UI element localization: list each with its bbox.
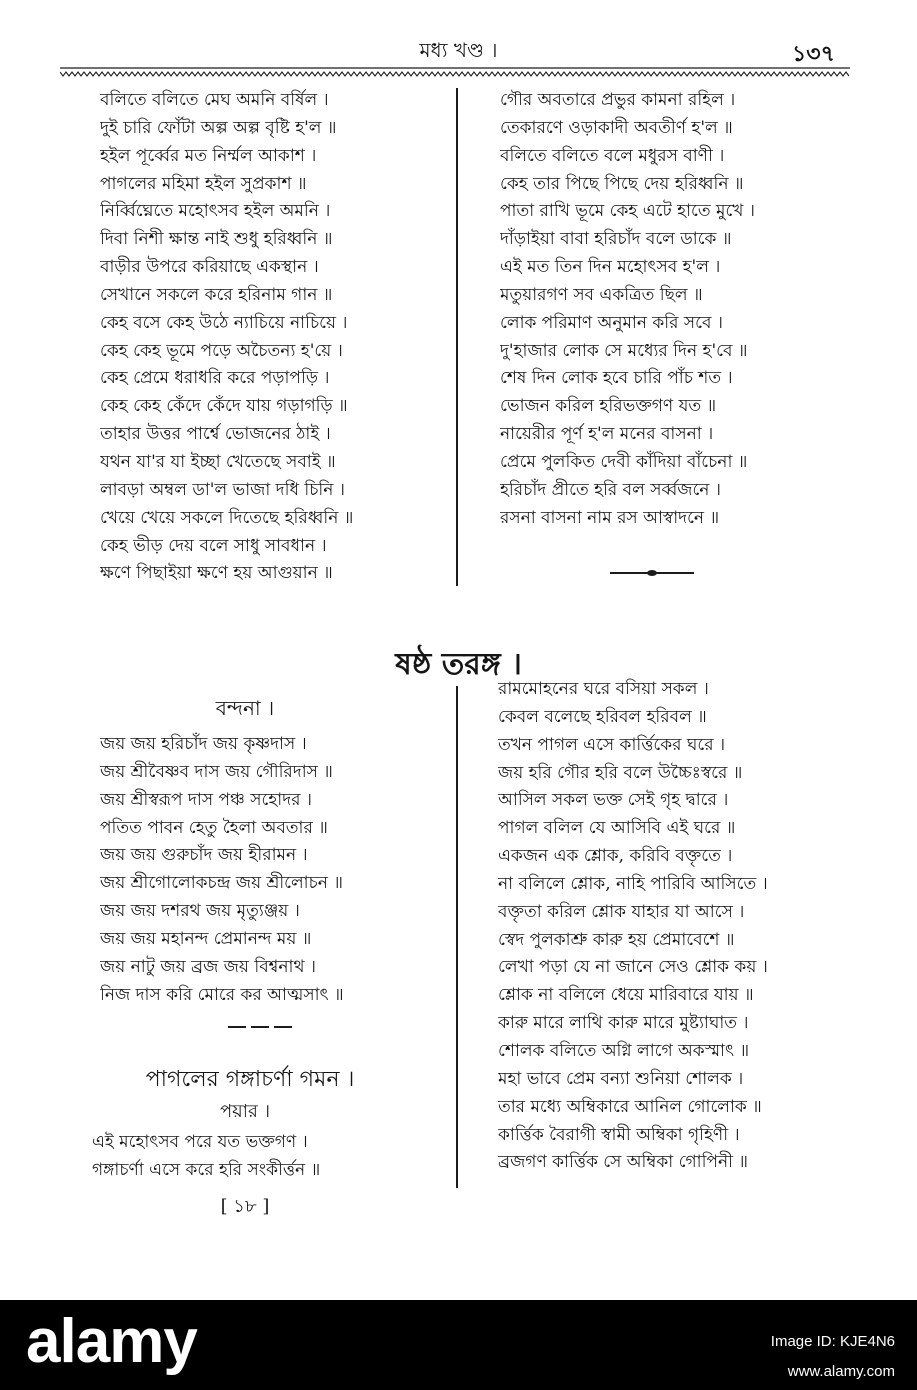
verse-line: তেকারণে ওড়াকাদী অবতীর্ণ হ'ল ॥ xyxy=(500,117,733,138)
verse-line: জয় শ্রীবৈষ্ণব দাস জয় গৌরিদাস ॥ xyxy=(100,761,333,782)
verse-line: কেহ কেহ ভূমে পড়ে অচৈতন্য হ'য়ে । xyxy=(100,340,343,361)
header-wavy-rule xyxy=(60,64,850,80)
verse-line: সেখানে সকলে করে হরিনাম গান ॥ xyxy=(100,284,333,305)
running-header: মধ্য খণ্ড । xyxy=(419,38,498,62)
verse-line: স্বেদ পুলকাশ্রু কারু হয় প্রেমাবেশে ॥ xyxy=(498,929,735,950)
verse-line: দু'হাজার লোক সে মধ্যের দিন হ'বে ॥ xyxy=(500,340,748,361)
verse-line: কেহ বসে কেহ উঠে ন্যাচিয়ে নাচিয়ে । xyxy=(100,312,348,333)
verse-line: প্রেমে পুলকিত দেবী কাঁদিয়া বাঁচেনা ॥ xyxy=(500,451,748,472)
signature-mark: [ ১৮ ] xyxy=(220,1196,270,1217)
separator-dashes xyxy=(228,1021,292,1033)
verse-line: দিবা নিশী ক্ষান্ত নাই শুধু হরিধ্বনি ॥ xyxy=(100,229,333,250)
verse-line: গৌর অবতারে প্রভুর কামনা রহিল । xyxy=(500,90,736,110)
invocation-heading: বন্দনা । xyxy=(215,696,275,720)
top-right-column xyxy=(500,87,870,533)
verse-line: জয় হরি গৌর হরি বলে উচ্চৈঃস্বরে ॥ xyxy=(498,762,743,783)
verse-line: শোলক বলিতে অগ্নি লাগে অকস্মাৎ ॥ xyxy=(498,1040,750,1061)
verse-line: বাড়ীর উপরে করিয়াছে একস্থান । xyxy=(100,257,319,278)
invocation-column xyxy=(100,731,450,1009)
chapter-title: ষষ্ঠ তরঙ্গ । xyxy=(395,647,522,682)
verse-line: ক্ষণে পিছাইয়া ক্ষণে হয় আগুয়ান ॥ xyxy=(100,563,333,584)
verse-line: লোক পরিমাণ অনুমান করি সবে । xyxy=(500,312,723,333)
verse-line: মহা ভাবে প্রেম বন্যা শুনিয়া শোলক । xyxy=(498,1068,744,1089)
verse-line: পাগল বলিল যে আসিবি এই ঘরে ॥ xyxy=(498,818,736,839)
image-id-label: Image ID: KJE4N6 xyxy=(770,1333,895,1350)
section-subheading: পাগলের গঙ্গাচর্ণা গমন । xyxy=(145,1067,355,1092)
verse-line: খেয়ে খেয়ে সকলে দিতেছে হরিধ্বনি ॥ xyxy=(100,507,354,528)
verse-line: ভোজন করিল হরিভক্তগণ যত ॥ xyxy=(500,396,717,417)
verse-line: জয় জয় মহানন্দ প্রেমানন্দ ময় ॥ xyxy=(100,928,312,949)
verse-column xyxy=(92,1129,447,1185)
verse-line: জয় নাটু জয় ব্রজ জয় বিশ্বনাথ । xyxy=(100,956,316,977)
verse-line: রামমোহনের ঘরে বসিয়া সকল । xyxy=(498,679,709,699)
verse-line: বলিতে বলিতে মেঘ অমনি বর্ষিল । xyxy=(100,90,329,110)
verse-line: পাগলের মহিমা হইল সুপ্রকাশ ॥ xyxy=(100,173,307,194)
watermark-url: www.alamy.com xyxy=(787,1363,895,1380)
verse-line: হরিচাঁদ প্রীতে হরি বল সর্ব্বজনে । xyxy=(500,479,721,500)
verse-line: শেষ দিন লোক হবে চারি পাঁচ শত । xyxy=(500,368,733,389)
verse-line: লেখা পড়া যে না জানে সেও শ্লোক কয় । xyxy=(498,957,768,978)
page-number: ১৩৭ xyxy=(792,41,835,67)
verse-line: রসনা বাসনা নাম রস আস্বাদনে ॥ xyxy=(500,507,720,528)
verse-line: জয় শ্রীগোলোকচন্দ্র জয় শ্রীলোচন ॥ xyxy=(100,873,343,894)
verse-line: কেহ ভীড় দেয় বলে সাধু সাবধান । xyxy=(100,535,327,556)
verse-line: দুই চারি ফোঁটা অল্প অল্প বৃষ্টি হ'ল ॥ xyxy=(100,117,337,138)
watermark-banner xyxy=(0,1300,917,1390)
column-divider-top xyxy=(456,88,458,586)
verse-line: বক্তৃতা করিল শ্লোক যাহার যা আসে । xyxy=(498,901,745,922)
meter-label: পয়ার । xyxy=(219,1101,271,1122)
verse-line: তার মধ্যে অম্বিকারে আনিল গোলোক ॥ xyxy=(498,1096,762,1117)
verse-line: একজন এক শ্লোক, করিবি বক্তৃতে । xyxy=(498,846,733,867)
verse-line: কেহ প্রেমে ধরাধরি করে পড়াপড়ি । xyxy=(100,368,330,389)
verse-line: জয় শ্রীস্বরূপ দাস পঞ্চ সহোদর । xyxy=(100,789,312,810)
lower-right-column xyxy=(498,676,883,1177)
verse-line: এই মত তিন দিন মহোৎসব হ'ল । xyxy=(500,257,721,278)
verse-line: এই মহোৎসব পরে যত ভক্তগণ । xyxy=(92,1132,308,1152)
verse-line: শ্লোক না বলিলে ধেয়ে মারিবারে যায় ॥ xyxy=(498,985,754,1006)
verse-line: বলিতে বলিতে বলে মধুরস বাণী । xyxy=(500,145,725,166)
verse-line: জয় জয় হরিচাঁদ জয় কৃষ্ণদাস । xyxy=(100,734,307,754)
verse-line: নির্ব্বিঘ্নেতে মহোৎসব হইল অমনি । xyxy=(100,201,331,222)
verse-line: যথন যা'র যা ইচ্ছা খেতেছে সবাই ॥ xyxy=(100,451,336,472)
verse-line: তখন পাগল এসে কার্ত্তিকের ঘরে । xyxy=(498,734,726,755)
verse-line: আসিল সকল ভক্ত সেই গৃহ দ্বারে । xyxy=(498,790,729,811)
column-divider-bottom xyxy=(456,686,458,1188)
verse-line: কেবল বলেছে হরিবল হরিবল ॥ xyxy=(498,706,707,727)
verse-line: তাহার উত্তর পার্শ্বে ভোজনের ঠাই । xyxy=(100,424,331,445)
verse-line: পতিত পাবন হেতু হৈলা অবতার ॥ xyxy=(100,817,328,838)
verse-line: মতুয়ারগণ সব একত্রিত ছিল ॥ xyxy=(500,284,703,305)
verse-line: হইল পূর্ব্বের মত নির্ম্মল আকাশ । xyxy=(100,145,317,166)
top-left-column xyxy=(100,87,450,588)
verse-line: গঙ্গাচর্ণা এসে করে হরি সংকীর্ত্তন ॥ xyxy=(92,1159,321,1180)
verse-line: কার্ত্তিক বৈরাগী স্বামী অম্বিকা গৃহিণী । xyxy=(498,1124,740,1145)
verse-line: কেহ কেহ কেঁদে কেঁদে যায় গড়াগড়ি ॥ xyxy=(100,396,348,417)
verse-line: লাবড়া অম্বল ডা'ল ভাজা দধি চিনি । xyxy=(100,479,345,500)
section-end-ornament xyxy=(610,566,694,580)
verse-line: জয় জয় গুরুচাঁদ জয় হীরামন । xyxy=(100,845,308,866)
verse-line: না বলিলে শ্লোক, নাহি পারিবি আসিতে । xyxy=(498,873,768,894)
verse-line: নিজ দাস করি মোরে কর আত্মসাৎ ॥ xyxy=(100,984,344,1005)
verse-line: জয় জয় দশরথ জয় মৃত্যুঞ্জয় । xyxy=(100,901,300,922)
alamy-logo: alamy xyxy=(26,1307,197,1376)
verse-line: পাতা রাখি ভূমে কেহ এটে হাতে মুখে । xyxy=(500,201,755,222)
verse-line: কেহ তার পিছে পিছে দেয় হরিধ্বনি ॥ xyxy=(500,173,744,194)
verse-line: দাঁড়াইয়া বাবা হরিচাঁদ বলে ডাকে ॥ xyxy=(500,229,732,250)
verse-line: নায়েরীর পূর্ণ হ'ল মনের বাসনা । xyxy=(500,424,714,445)
verse-line: ব্রজগণ কার্ত্তিক সে অম্বিকা গোপিনী ॥ xyxy=(498,1152,749,1173)
verse-line: কারু মারে লাথি কারু মারে মুষ্ট্যাঘাত । xyxy=(498,1013,749,1034)
